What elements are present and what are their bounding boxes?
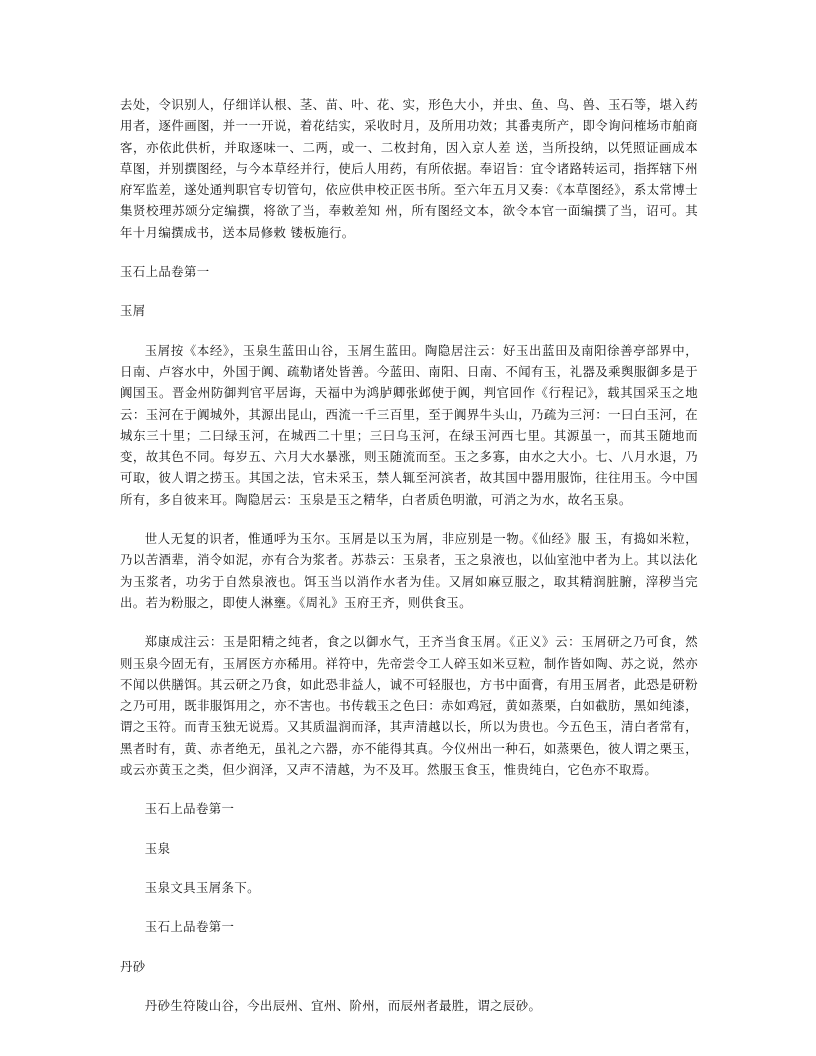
entry-title-dansha: 丹砂 [120,958,146,974]
entry-title-yuxie: 玉屑 [120,303,146,319]
dansha-paragraph: 丹砂生符陵山谷，今出辰州、宜州、阶州，而辰州者最胜，谓之辰砂。 [144,997,542,1013]
yuquan-paragraph: 玉泉文具玉屑条下。 [144,879,260,895]
chapter-heading: 玉石上品卷第一 [120,264,210,280]
yuxie-paragraph-2: 世人无复的识者，惟通呼为玉尔。玉屑是以玉为屑，非应别是一物。《仙经》服 玉，有捣如米粒，乃以苦酒辈，消令如泥，亦有合为浆者。苏恭云：玉泉者，玉之泉液也，以仙室池中者为上。其以法化为玉浆者，功劣于自然泉液也。饵玉当以消作水者为佳。又屑如麻豆服之，取其精润脏腑，滓秽当完出。若为粉服之，即使人淋壅。《周礼》玉府王齐，则供食玉。 [120,531,698,610]
intro-paragraph: 去处，令识别人，仔细详认根、茎、苗、叶、花、实，形色大小，并虫、鱼、鸟、兽、玉石等，堪入药用者，逐件画图，并一一开说，着花结实，采收时月，及所用功效；其番夷所产，即令询问榷场市舶商客，亦依此供析，并取逐味一、二两，或一、二枚封角，因入京人差 送，当所投纳，以凭照证画成本草图，并别撰图经，与今本草经并行，使后人用药，有所依据。奉诏旨：宜令诸路转运司，指挥辖下州府军监差，遂处通判职官专切管句，依应供申校正医书所。至六年五月又奏：《本草图经》，系太常博士集贤校理苏颂分定编撰，将欲了当，奉敕差知 州，所有图经文本，欲令本官一面编撰了当，诏可。其年十月编撰成书，送本局修敕 镂板施行。 [120,97,698,240]
yuxie-paragraph-1: 玉屑按《本经》，玉泉生蓝田山谷，玉屑生蓝田。陶隐居注云：好玉出蓝田及南阳徐善亭部界中，日南、卢容水中，外国于阗、疏勒诸处皆善。今蓝田、南阳、日南、不闻有玉，礼器及乘舆服御多是于阗国玉。晋金州防御判官平居诲，天福中为鸿胪卿张邺使于阗，判官回作《行程记》，载其国采玉之地云：玉河在于阗城外，其源出昆山，西流一千三百里，至于阗界牛头山，乃疏为三河：一曰白玉河，在城东三十里；二曰绿玉河，在城西二十里；三曰乌玉河，在绿玉河西七里。其源虽一，而其玉随地而变，故其色不同。每岁五、六月大水暴涨，则玉随流而至。玉之多寡，由水之大小。七、八月水退，乃可取，彼人谓之捞玉。其国之法，官未采玉，禁人辄至河滨者，故其国中器用服饰，往往用玉。今中国所有，多自彼来耳。陶隐居云：玉泉是玉之精华，白者质色明澈，可消之为水，故名玉泉。 [120,342,698,507]
entry-title-yuquan: 玉泉 [144,840,171,856]
chapter-heading-repeat: 玉石上品卷第一 [144,919,235,935]
document-page [120,94,698,1034]
yuxie-paragraph-3: 郑康成注云：玉是阳精之纯者，食之以御水气，王齐当食玉屑。《正义》云：玉屑研之乃可食，然则玉泉今固无有，玉屑医方亦稀用。祥符中，先帝尝令工人碎玉如米豆粒，制作皆如陶、苏之说，然亦不闻以供膳饵。其云研之乃食，如此恐非益人，诚不可轻服也，方书中面膏，有用玉屑者，此恐是研粉之乃可用，既非服饵用之，亦不害也。书传载玉之色曰：赤如鸡冠，黄如蒸栗，白如截肪，黑如纯漆，谓之玉符。而青玉独无说焉。又其质温润而泽，其声清越以长，所以为贵也。今五色玉，清白者常有，黑者时有，黄、赤者绝无，虽礼之六器，亦不能得其真。今仪州出一种石，如蒸栗色，彼人谓之栗玉，或云亦黄玉之类，但少润泽，又声不清越，为不及耳。然服玉食玉，惟贵纯白，它色亦不取焉。 [120,634,698,778]
chapter-heading-repeat: 玉石上品卷第一 [144,801,235,817]
